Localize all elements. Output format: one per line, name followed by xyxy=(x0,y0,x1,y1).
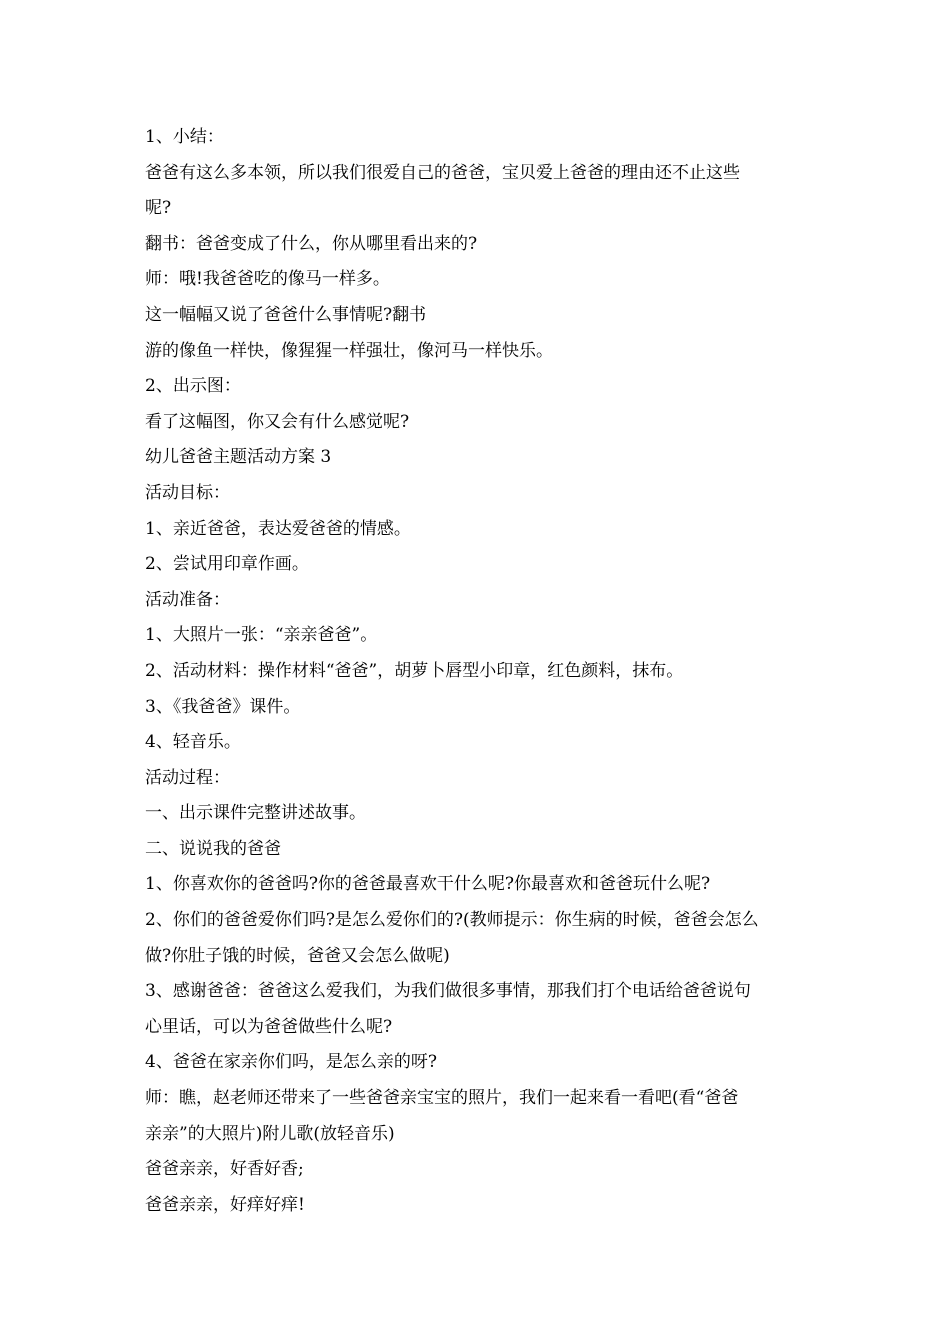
text-line: 1、你喜欢你的爸爸吗?你的爸爸最喜欢干什么呢?你最喜欢和爸爸玩什么呢? xyxy=(145,874,711,895)
text-line: 2、活动材料：操作材料“爸爸”，胡萝卜唇型小印章，红色颜料，抹布。 xyxy=(145,660,684,681)
text-line: 这一幅幅又说了爸爸什么事情呢?翻书 xyxy=(145,304,427,325)
text-line: 4、爸爸在家亲你们吗，是怎么亲的呀? xyxy=(145,1052,437,1073)
text-line: 3、感谢爸爸：爸爸这么爱我们，为我们做很多事情，那我们打个电话给爸爸说句 xyxy=(145,981,751,1002)
text-line: 翻书：爸爸变成了什么，你从哪里看出来的? xyxy=(145,233,478,254)
text-line: 师：瞧，赵老师还带来了一些爸爸亲宝宝的照片，我们一起来看一看吧(看“爸爸 xyxy=(145,1088,739,1109)
text-line: 看了这幅图，你又会有什么感觉呢? xyxy=(145,411,410,432)
document-body xyxy=(145,120,810,1223)
text-line: 呢? xyxy=(145,198,172,219)
text-line: 3、《我爸爸》课件。 xyxy=(145,696,301,717)
text-line: 爸爸亲亲，好香好香; xyxy=(145,1159,304,1180)
text-line: 活动准备： xyxy=(145,589,230,610)
text-line: 爸爸有这么多本领，所以我们很爱自己的爸爸，宝贝爱上爸爸的理由还不止这些 xyxy=(145,162,740,183)
text-line: 亲亲”的大照片)附儿歌(放轻音乐) xyxy=(145,1123,395,1144)
text-line: 2、尝试用印章作画。 xyxy=(145,554,309,575)
text-line: 活动目标： xyxy=(145,482,230,503)
text-line: 4、轻音乐。 xyxy=(145,732,241,753)
text-line: 一、出示课件完整讲述故事。 xyxy=(145,803,366,824)
text-line: 活动过程： xyxy=(145,767,230,788)
text-line: 二、说说我的爸爸 xyxy=(145,838,281,859)
section-heading: 幼儿爸爸主题活动方案 3 xyxy=(145,447,332,468)
text-line: 爸爸亲亲，好痒好痒! xyxy=(145,1194,305,1215)
text-line: 1、小结： xyxy=(145,127,224,147)
text-line: 做?你肚子饿的时候，爸爸又会怎么做呢) xyxy=(145,945,450,966)
text-line: 心里话，可以为爸爸做些什么呢? xyxy=(145,1016,393,1037)
text-line: 2、你们的爸爸爱你们吗?是怎么爱你们的?(教师提示：你生病的时候，爸爸会怎么 xyxy=(145,910,759,931)
text-line: 1、大照片一张：“亲亲爸爸”。 xyxy=(145,625,378,646)
text-line: 2、出示图： xyxy=(145,376,241,397)
text-line: 师：哦!我爸爸吃的像马一样多。 xyxy=(145,269,390,290)
text-line: 1、亲近爸爸，表达爱爸爸的情感。 xyxy=(145,518,411,539)
text-line: 游的像鱼一样快，像猩猩一样强壮，像河马一样快乐。 xyxy=(145,340,553,361)
